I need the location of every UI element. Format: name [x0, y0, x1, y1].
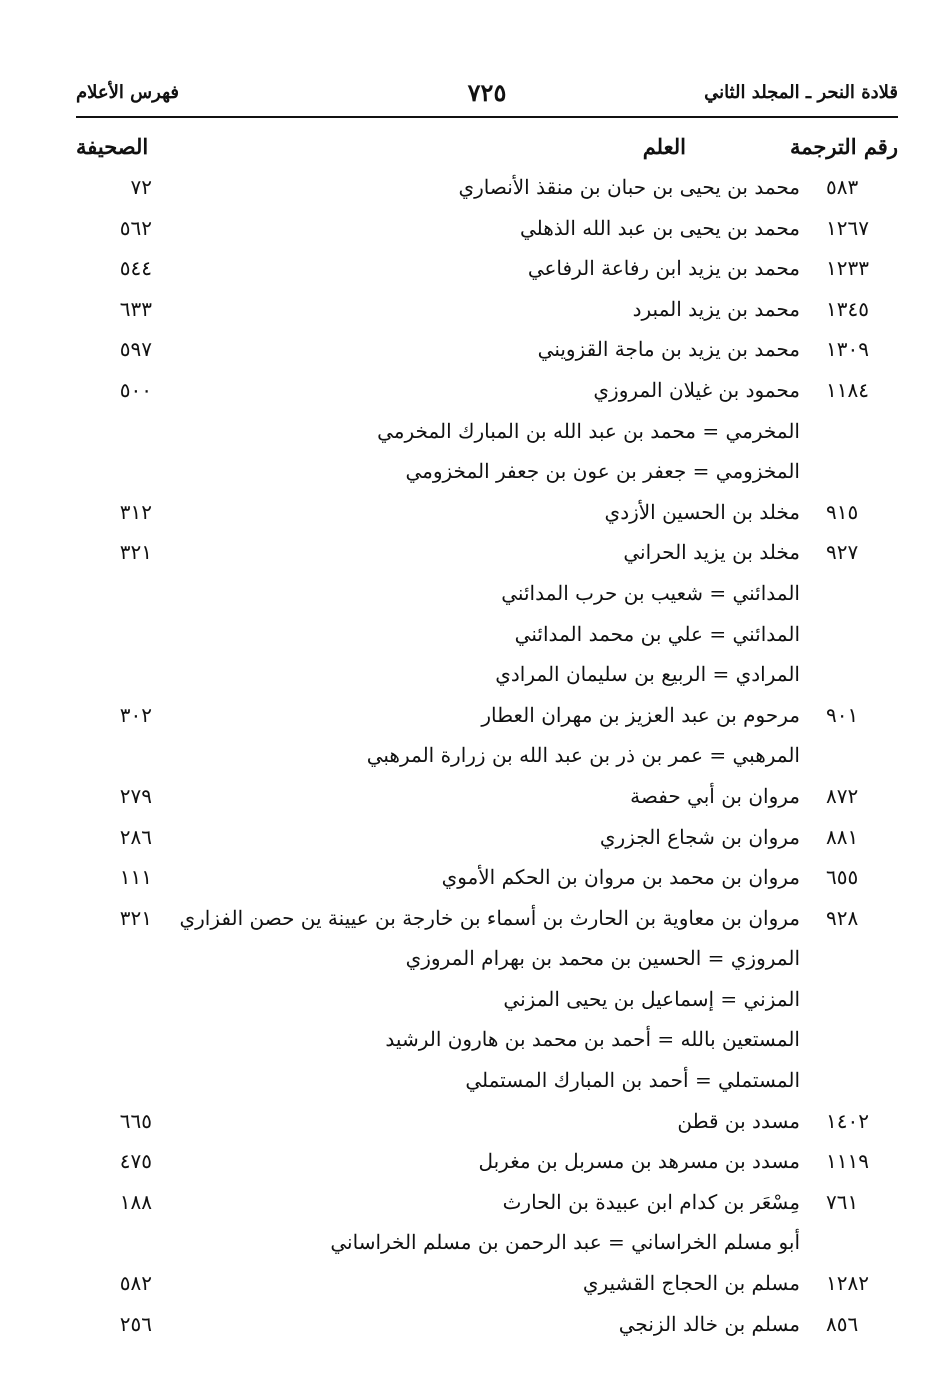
header-rule [76, 116, 898, 118]
entry-name: محمد بن يحيى بن حبان بن منقذ الأنصاري [458, 175, 800, 199]
entry-number: ١٢٨٢ [826, 1271, 869, 1296]
entry-page: ٣٠٢ [119, 702, 152, 727]
entry-name: المزني = إسماعيل بن يحيى المزني [503, 986, 800, 1011]
entry-page: ٥٤٤ [119, 256, 152, 281]
index-entry [0, 334, 950, 375]
entry-number: ١٤٠٢ [826, 1108, 869, 1133]
entry-number: ١٢٦٧ [826, 215, 869, 240]
index-entry [0, 1309, 950, 1350]
entry-number: ٩٢٨ [826, 905, 859, 930]
entry-name: محمد بن يزيد بن ماجة القزويني [537, 337, 800, 362]
index-entry [0, 375, 950, 416]
entry-number: ٩٠١ [826, 702, 859, 727]
entry-number: ١٣٠٩ [826, 337, 869, 362]
entry-page: ٢٥٦ [119, 1311, 152, 1336]
entry-name: مخلد بن الحسين الأزدي [604, 499, 800, 524]
entry-number: ١١١٩ [826, 1149, 869, 1174]
entry-name: محمد بن يزيد المبرد [632, 296, 800, 321]
entry-page: ٥٠٠ [119, 377, 152, 402]
entry-number: ٩١٥ [826, 499, 859, 524]
entry-name: المرادي = الربيع بن سليمان المرادي [495, 662, 800, 687]
entry-name: المخزومي = جعفر بن عون بن جعفر المخزومي [405, 459, 800, 484]
entry-number: ١٢٣٣ [826, 256, 869, 281]
entry-number: ١٣٤٥ [826, 296, 869, 321]
index-entry [0, 456, 950, 497]
index-entry [0, 943, 950, 984]
entry-number: ٧٦١ [826, 1189, 859, 1214]
index-entry [0, 416, 950, 457]
entry-page: ٣٢١ [119, 905, 152, 930]
entry-name: المدائني = شعيب بن حرب المدائني [501, 580, 800, 605]
column-header-name: العلم [642, 134, 686, 159]
index-entry [0, 1106, 950, 1147]
entry-number: ٨٨١ [826, 824, 859, 849]
entry-name: المستملي = أحمد بن المبارك المستملي [465, 1068, 800, 1093]
index-entry [0, 537, 950, 578]
index-entry [0, 294, 950, 335]
entry-number: ١١٨٤ [826, 377, 869, 402]
index-entry [0, 984, 950, 1025]
entry-number: ٨٧٢ [826, 783, 859, 808]
entry-name: مسلم بن خالد الزنجي [618, 1311, 800, 1336]
entry-page: ٣٢١ [119, 540, 152, 565]
index-entry [0, 578, 950, 619]
index-entry [0, 700, 950, 741]
entry-name: مروان بن معاوية بن الحارث بن أسماء بن خارجة بن عيينة ين حصن الفزاري [179, 905, 800, 930]
entry-page: ٧٢ [130, 175, 152, 199]
entry-page: ٢٧٩ [119, 783, 152, 808]
entry-page: ٦٣٣ [119, 296, 152, 321]
entry-name: محمد بن يزيد ابن رفاعة الرفاعي [527, 256, 800, 281]
entry-name: مروان بن أبي حفصة [630, 783, 800, 808]
index-entry [0, 172, 950, 213]
entry-page: ١١١ [119, 865, 152, 890]
entry-name: مسدد بن قطن [677, 1108, 800, 1133]
index-entries [0, 172, 950, 1349]
column-headers [76, 134, 898, 168]
entry-name: أبو مسلم الخراساني = عبد الرحمن بن مسلم الخراساني [330, 1230, 800, 1255]
index-entry [0, 497, 950, 538]
index-entry [0, 1187, 950, 1228]
index-entry [0, 659, 950, 700]
index-entry [0, 619, 950, 660]
column-header-page: الصحيفة [76, 134, 149, 159]
index-entry [0, 781, 950, 822]
entry-name: محمود بن غيلان المروزي [593, 377, 800, 402]
index-entry [0, 822, 950, 863]
entry-page: ٥٦٢ [119, 215, 152, 240]
running-header [76, 80, 898, 116]
index-entry [0, 903, 950, 944]
index-entry [0, 1065, 950, 1106]
entry-name: مسلم بن الحجاج القشيري [582, 1271, 800, 1296]
entry-page: ٤٧٥ [119, 1149, 152, 1174]
entry-page: ٣١٢ [119, 499, 152, 524]
index-entry [0, 1227, 950, 1268]
index-entry [0, 1268, 950, 1309]
section-title: فهرس الأعلام [76, 82, 179, 103]
entry-page: ٥٩٧ [119, 337, 152, 362]
entry-name: مخلد بن يزيد الحراني [623, 540, 800, 565]
page-number: ٧٢٥ [467, 78, 507, 107]
index-entry [0, 1024, 950, 1065]
entry-name: المدائني = علي بن محمد المدائني [514, 621, 800, 646]
entry-name: محمد بن يحيى بن عبد الله الذهلي [519, 215, 800, 240]
index-entry [0, 1146, 950, 1187]
entry-number: ٥٨٣ [826, 175, 859, 199]
entry-name: مسدد بن مسرهد بن مسربل بن مغربل [478, 1149, 800, 1174]
entry-number: ٩٢٧ [826, 540, 859, 565]
entry-name: المخرمي = محمد بن عبد الله بن المبارك المخرمي [377, 418, 800, 443]
entry-page: ٥٨٢ [119, 1271, 152, 1296]
entry-name: مروان بن محمد بن مروان بن الحكم الأموي [441, 865, 800, 890]
entry-name: المستعين بالله = أحمد بن محمد بن هارون الرشيد [385, 1027, 800, 1052]
entry-number: ٨٥٦ [826, 1311, 859, 1336]
entry-page: ١٨٨ [119, 1189, 152, 1214]
entry-name: المرهبي = عمر بن ذر بن عبد الله بن زرارة المرهبي [366, 743, 800, 768]
entry-name: مرحوم بن عبد العزيز بن مهران العطار [481, 702, 800, 727]
book-title: قلادة النحر ـ المجلد الثاني [704, 82, 898, 103]
index-entry [0, 740, 950, 781]
entry-name: مِسْعَر بن كدام ابن عبيدة بن الحارث [502, 1189, 800, 1214]
entry-name: مروان بن شجاع الجزري [599, 824, 800, 849]
index-entry [0, 213, 950, 254]
index-entry [0, 253, 950, 294]
column-header-number: رقم الترجمة [789, 134, 898, 159]
index-entry [0, 862, 950, 903]
entry-number: ٦٥٥ [826, 865, 859, 890]
entry-page: ٦٦٥ [119, 1108, 152, 1133]
entry-name: المروزي = الحسين بن محمد بن بهرام المروزي [405, 946, 800, 971]
entry-page: ٢٨٦ [119, 824, 152, 849]
